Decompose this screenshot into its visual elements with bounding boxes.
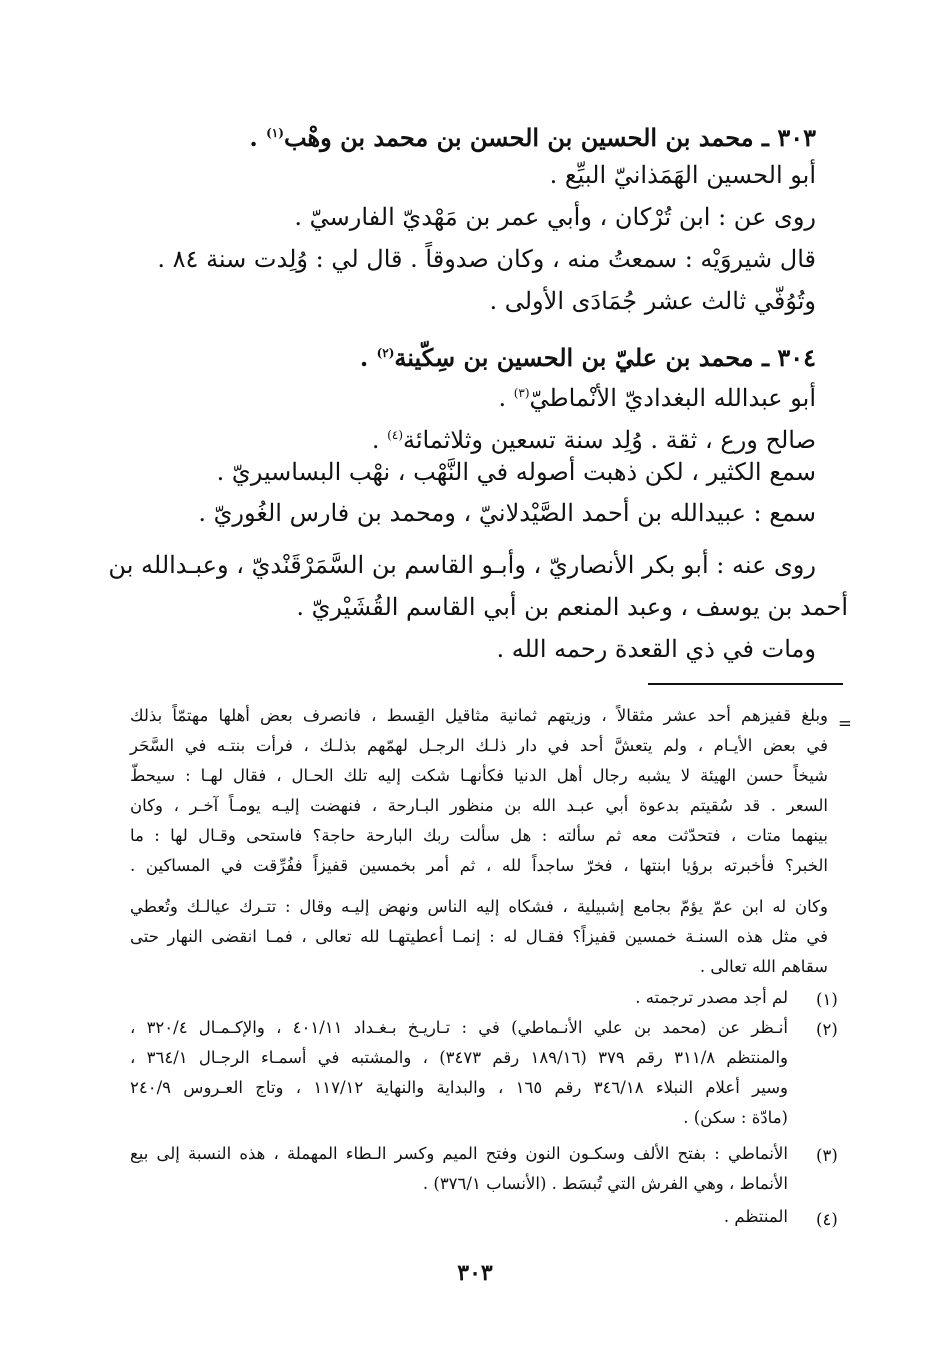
entry-303-line-1: أبو الحسين الهَمَذانيّ البيِّع .	[549, 161, 816, 189]
entry-303-line-3: قال شيروَيْه : سمعتُ منه ، وكان صدوقاً . قال لي : وُلِدت سنة ٨٤ .	[157, 245, 816, 273]
footnote-4-line-1: المنتظم .	[723, 1207, 788, 1226]
page-number: ٣٠٣	[457, 1260, 493, 1286]
continuation-line-9: سقاهم الله تعالى .	[699, 957, 828, 976]
entry-304-kunya	[498, 376, 816, 415]
continuation-line-5: بينهما متات ، فتحدّثت معه ثم سألته : هل سألت ربك البارحة حاجة؟ فاستحى وقـال لها : ما	[130, 826, 828, 845]
footnote-4-number: (٤)	[816, 1210, 838, 1229]
footnote-ref-1: (١)	[266, 126, 284, 140]
footnote-1-line-1: لم أجد مصدر ترجمته .	[635, 988, 788, 1007]
footnote-2-line-3: وسير أعلام النبلاء ٣٤٦/١٨ رقم ١٦٥ ، والبداية والنهاية ١١٧/١٢ ، وتاج العـروس ٢٤٠/٩	[130, 1078, 788, 1097]
entry-303-heading	[249, 116, 816, 155]
footnote-3-number: (٣)	[816, 1146, 838, 1165]
footnote-2-line-4: (مادّة : سكن) .	[683, 1108, 788, 1127]
entry-304-trust-end: .	[371, 426, 380, 454]
continuation-line-7: وكان له ابن عمّ يؤمّ بجامع إشبيلية ، فشكاه إليه الناس ونهض إليـه وقال : تتـرك عيالـك وتُعطي	[130, 897, 828, 916]
footnote-separator	[648, 683, 843, 685]
entry-304-kunya-text: أبو عبدالله البغداديّ الأنْماطيّ	[529, 384, 816, 412]
continuation-line-1: وبلغ قفيزهم أحد عشر مثقالاً ، وزيتهم ثمانية مثاقيل القِسط ، فانصرف بعض أهلها مهتمّاً بذلك	[130, 706, 828, 725]
entry-304-kunya-end: .	[498, 384, 507, 412]
entry-304-trust-text: صالح ورع ، ثقة . وُلِد سنة تسعين وثلاثمائة	[403, 426, 816, 454]
footnote-2-line-2: والمنتظم ٣١١/٨ رقم ٣٧٩ (١٨٩/١٦ رقم ٣٤٧٣) ، والمشتبه في أسمـاء الرجـال ٣٦٤/١ ،	[130, 1048, 789, 1067]
entry-303-line-2: روى عن : ابن تُرْكان ، وأبي عمر بن مَهْديّ الفارسيّ .	[294, 203, 816, 231]
footnote-2-number: (٢)	[816, 1020, 838, 1039]
entry-304-line-2: سمع : عبيدالله بن أحمد الصَّيْدلانيّ ، ومحمد بن فارس الغُوريّ .	[198, 499, 816, 527]
entry-304-trust	[372, 418, 816, 457]
entry-304-line-1: سمع الكثير ، لكن ذهبت أصوله في النَّهْب ، نهْب البساسيريّ .	[216, 458, 816, 486]
continuation-line-2: في بعض الأيـام ، ولم يتعشَّ أحد في دار ذلـك الرجـل لهمّهم بذلـك ، فرأت بنتـه في السَّحَر	[130, 736, 828, 755]
entry-304-line-3: روى عنه : أبو بكر الأنصاريّ ، وأبـو القاسم بن السَّمَرْقَنْديّ ، وعبـدالله بن	[108, 551, 816, 579]
entry-304-heading-text: ٣٠٤ ـ محمد بن عليّ بن الحسين بن سِكّينة	[394, 343, 816, 372]
footnote-3-line-2: الأنماط ، وهي الفرش التي تُبسَط . (الأنساب ٣٧٦/١) .	[422, 1174, 788, 1193]
continuation-line-4: السعر . قد سُقيتم بدعوة أبي عبـد الله بن منظور البـارحة ، فنهضت إليـه يومـاً آخـر ، وكان	[130, 796, 828, 815]
entry-303-heading-text: ٣٠٣ ـ محمد بن الحسين بن الحسن بن محمد بن وهْب	[283, 123, 816, 152]
footnote-ref-4: (٤)	[387, 428, 403, 442]
footnote-2-line-1: أنـظر عن (محمد بن علي الأنـماطي) في : تـاريـخ بـغـداد ٤٠١/١١ ، والإكـمـال ٣٢٠/٤ ،	[130, 1018, 788, 1037]
footnote-3-line-1: الأنماطي : بفتح الألف وسكـون النون وفتح الميم وكسر الـطاء المهملة ، هذه النسبة إلى بيع	[130, 1144, 788, 1163]
footnote-1-number: (١)	[816, 990, 838, 1009]
entry-303-line-4: وتُوُفّي ثالث عشر جُمَادَى الأولى .	[489, 287, 816, 315]
continuation-line-3: شيخاً حسن الهيئة لا يشبه رجال أهل الدنيا فكأنهـا شكت إليه تلك الحـال ، فقال لهـا : سيحطّ	[130, 766, 828, 785]
continuation-marker: =	[838, 714, 852, 733]
footnote-ref-2: (٢)	[376, 346, 395, 360]
entry-304-line-5: ومات في ذي القعدة رحمه الله .	[496, 635, 816, 663]
continuation-line-6: الخبر؟ فأخبرته برؤيا ابنتها ، فخرّ ساجداً لله ، ثم أمر بخمسين قفيزاً ففُرِّقت في المساكين .	[130, 856, 828, 875]
footnote-ref-3: (٣)	[513, 386, 530, 400]
entry-304-heading	[360, 336, 816, 375]
entry-304-line-4: أحمد بن يوسف ، وعبد المنعم بن أبي القاسم القُشَيْريّ .	[296, 593, 848, 621]
continuation-line-8: في مثل هذه السنـة خمسين قفيزاً؟ فقـال له : إنمـا أعطيتهـا لله تعالى ، فمـا انقضى النهار حتى	[130, 927, 828, 946]
entry-303-heading-end: .	[249, 123, 258, 152]
entry-304-heading-end: .	[359, 343, 369, 372]
